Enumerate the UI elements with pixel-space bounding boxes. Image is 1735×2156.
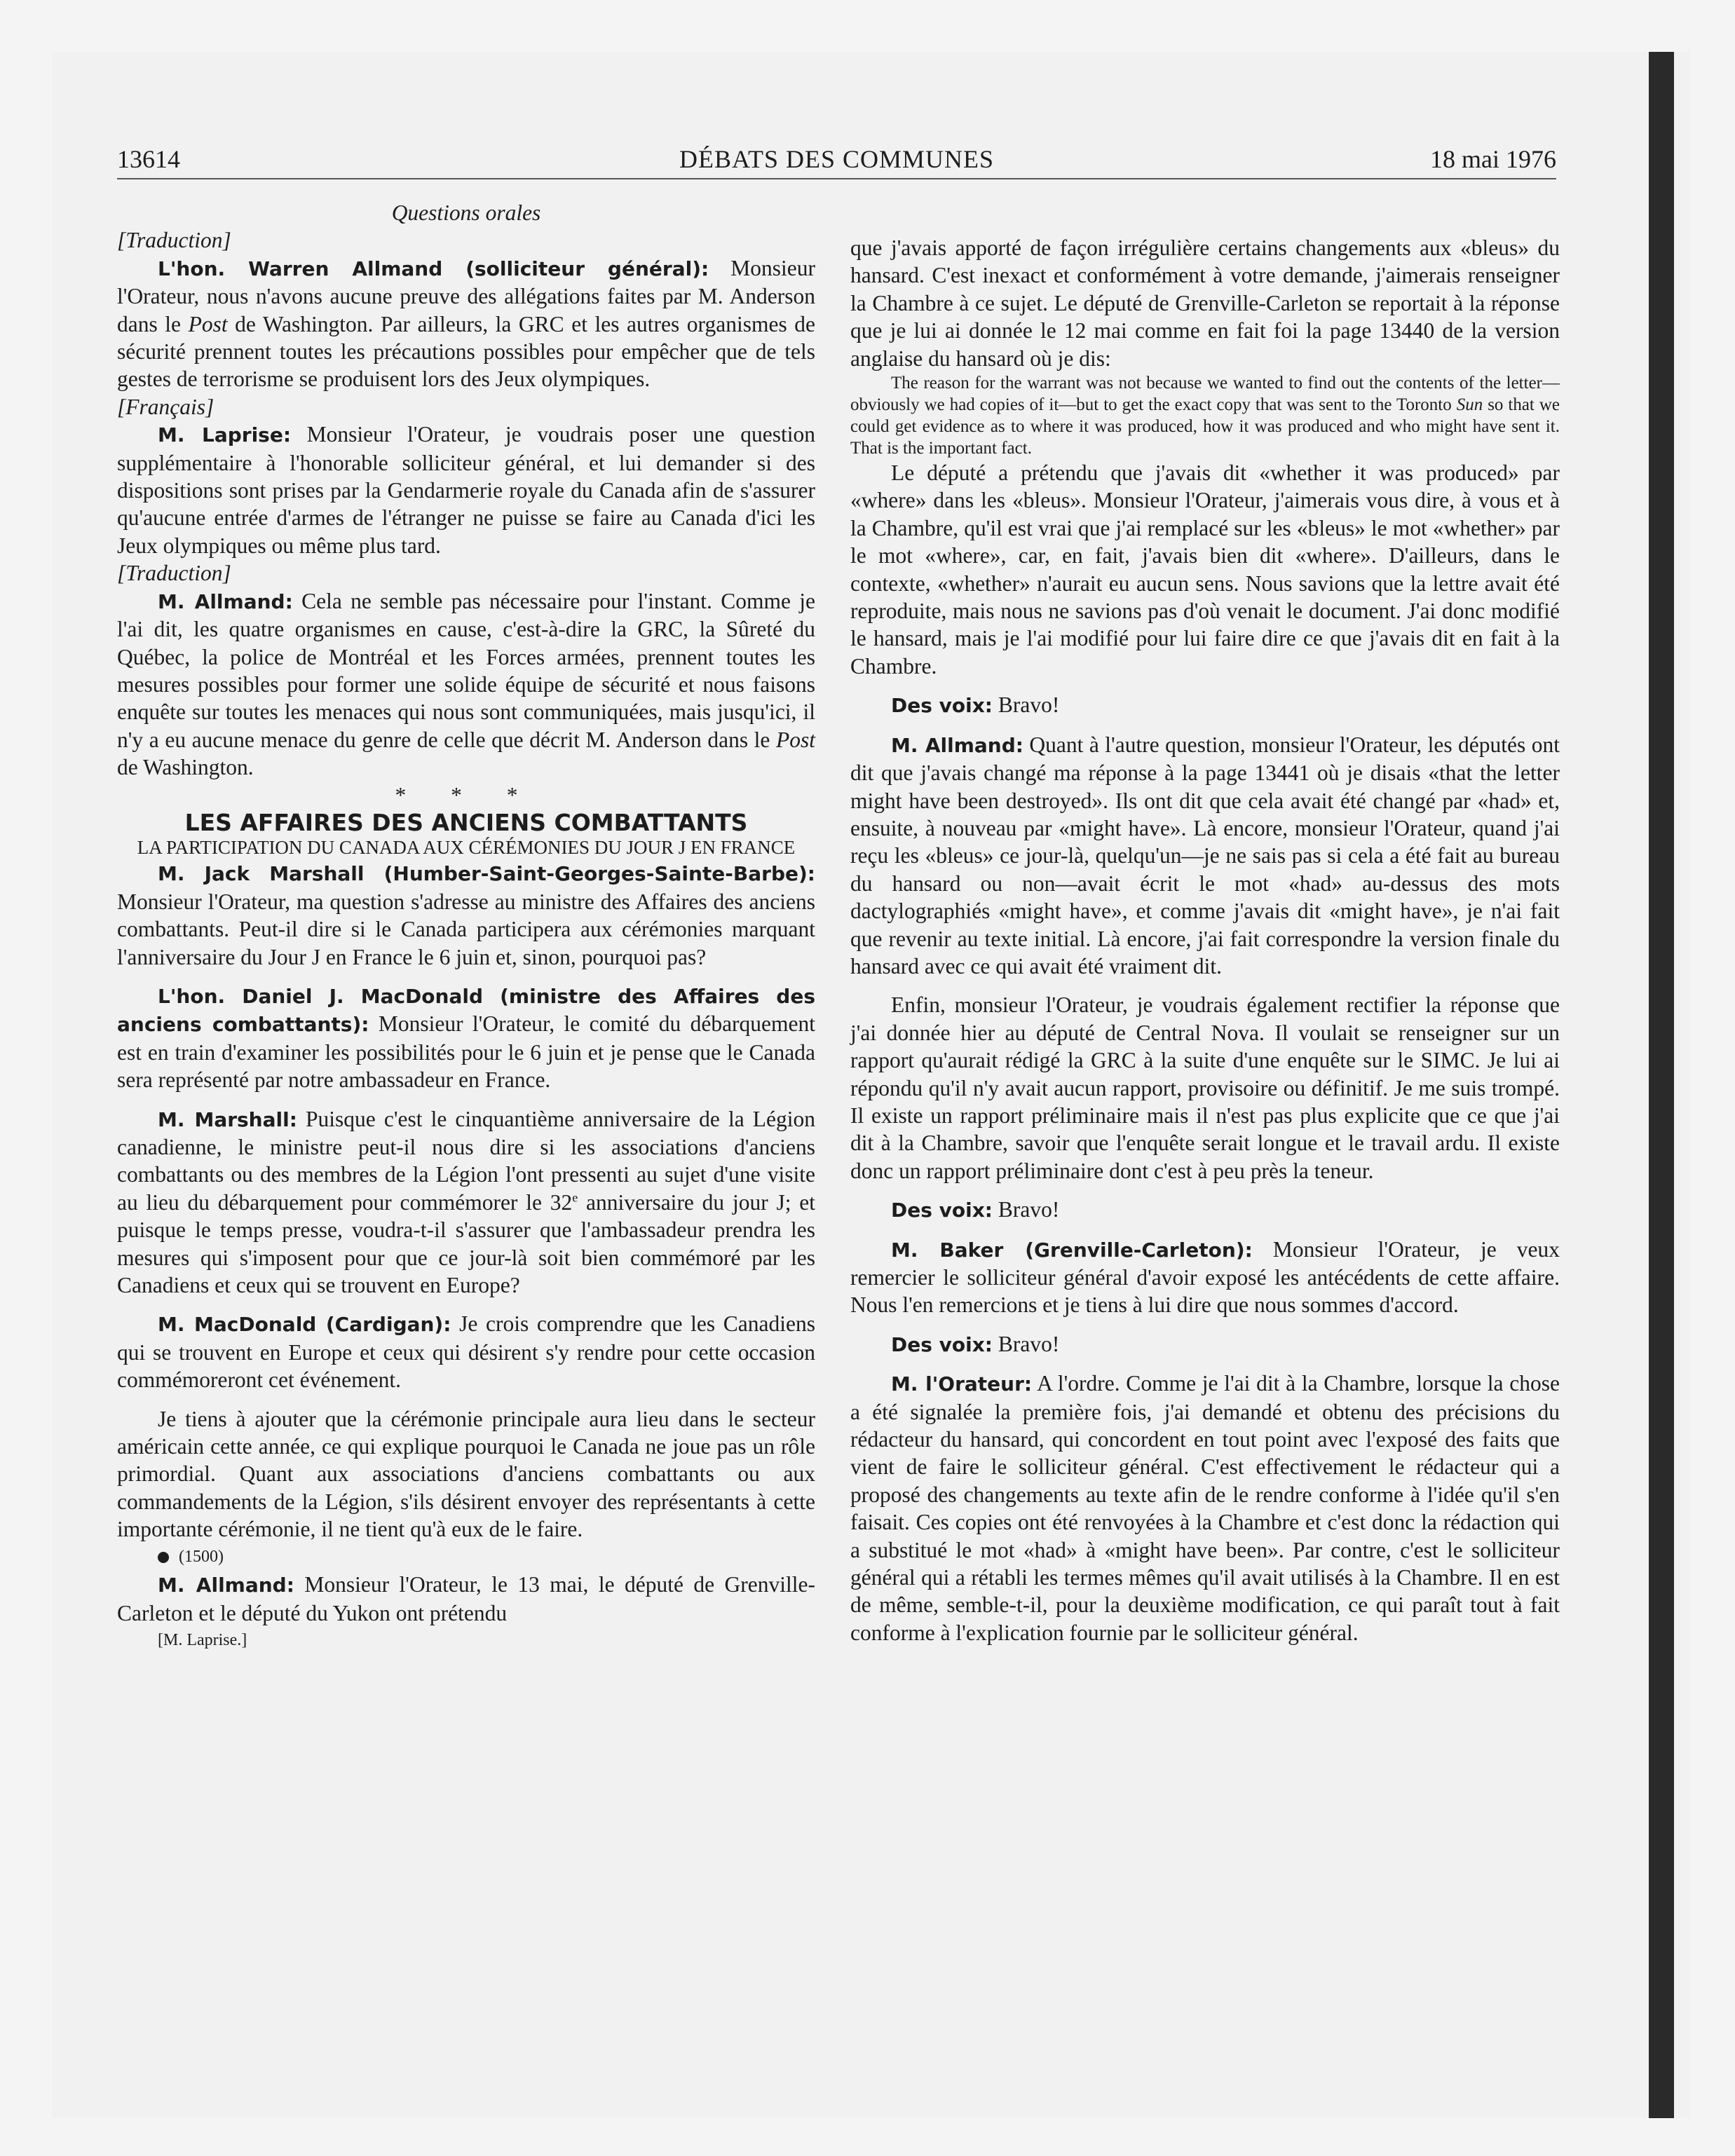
paragraph: Je tiens à ajouter que la cérémonie principale aura lieu dans le secteur américain cette année, ce qui explique pourquoi le Canada ne joue pas un rôle primordial. Quant aux associations d'anciens combattants ou aux commandements de la Légion, s'ils désirent envoyer des représentants à cette importante cérémonie, il ne tient qu'à eux de le faire. [117,1406,815,1542]
speaker-name: M. Marshall: [158,1107,297,1131]
paragraph: M. Laprise: Monsieur l'Orateur, je voudrais poser une question supplémentaire à l'honorable solliciteur général, et lui demander si des dispositions sont prises par la Gendarmerie royale du Canada afin de s'assurer qu'aucune entrée d'armes de l'étranger ne puisse se faire au Canada d'ici les Jeux olympiques ou même plus tard. [117,422,815,558]
paragraph: M. Marshall: Puisque c'est le cinquantième anniversaire de la Légion canadienne, le ministre peut-il nous dire si les associations d'anciens combattants ou des membres de la Légion l'ont pressenti au sujet d'une visite au lieu du débarquement pour commémorer le 32e anniversaire du jour J; et puisque le temps presse, voudra-t-il s'assurer que l'ambassadeur prendra les mesures qui s'imposent pour que ce jour-là soit bien commémoré par les Canadiens et ceux qui se trouvent en Europe? [117,1106,816,1298]
speaker-name: L'hon. Daniel J. MacDonald (ministre des Affaires des anciens combattants): [117,984,815,1037]
publication-title: DÉBATS DES COMMUNES [679,145,995,173]
paragraph: M. l'Orateur: A l'ordre. Comme je l'ai dit à la Chambre, lorsque la chose a été signalée la première fois, j'ai demandé et obtenu des précisions du rédacteur du hansard, qui concordent en tout point avec l'exposé des faits que vient de faire le solliciteur général. C'est effectivement le rédacteur qui a proposé des changements au texte afin de le rendre conforme à l'idée qu'il s'en faisait. Ces copies ont été renvoyées à la Chambre et c'est donc la rédaction qui a substitué le mot «had» à «might have been». Par contre, c'est le solliciteur général qui a rétabli les termes mêmes qu'il avait utilisés à la Chambre. Il en est de même, semble-t-il, pour la deuxième modification, ce qui paraît tout à fait conforme à l'explication fournie par le solliciteur général. [850,1371,1560,1645]
paragraph: Le député a prétendu que j'avais dit «whether it was produced» par «where» dans les «bleus». Monsieur l'Orateur, j'aimerais vous dire, à vous et à la Chambre, qu'il est vrai que j'ai remplacé sur les «bleus» le mot «whether» par le mot «where», car, en fait, j'avais bien dit «where». D'ailleurs, dans le contexte, «whether» n'aurait eu aucun sens. Nous savions que la lettre avait été reproduite, mais nous ne savions pas d'où venait le document. J'ai donc modifié le hansard, mais je l'ai modifié pour lui faire dire ce que j'avais dit en fait à la Chambre. [850,460,1560,678]
paragraph: M. Jack Marshall (Humber-Saint-Georges-Sainte-Barbe): Monsieur l'Orateur, ma question s'adresse au ministre des Affaires des anciens combattants. Peut-il dire si le Canada participera aux cérémonies marquant l'anniversaire du Jour J en France le 6 juin et, sinon, pourquoi pas? [117,862,815,969]
section-title: LES AFFAIRES DES ANCIENS COMBATTANTS [184,808,748,836]
page-number: 13614 [117,145,180,173]
speaker-name: M. Allmand: [158,589,293,613]
publication-date: 18 mai 1976 [1430,145,1556,173]
paragraph: M. Baker (Grenville-Carleton): Monsieur l'Orateur, je veux remercier le solliciteur général d'avoir exposé les antécédents de cette affaire. Nous l'en remercions et je tiens à lui dire que nous sommes d'accord. [850,1236,1560,1318]
paragraph: Des voix: Bravo! [891,692,1060,718]
time-marker: (1500) [117,1543,815,1571]
paragraph: Des voix: Bravo! [891,1197,1060,1222]
speaker-name: M. Baker (Grenville-Carleton): [891,1238,1253,1262]
paragraph: Enfin, monsieur l'Orateur, je voudrais également rectifier la réponse que j'ai donnée hier au député de Central Nova. Il voulait se renseigner sur un rapport qu'aurait rédigé la GRC à la suite d'une enquête sur le SIMC. Je lui ai répondu qu'il n'y avait aucun rapport, provisoire ou définitif. Je me suis trompé. Il existe un rapport préliminaire mais il n'est pas plus explicite que ce que j'ai dit à la Chambre, savoir que l'enquête serait longue et le travail ardu. Il existe donc un rapport préliminaire dont c'est à peu près la teneur. [850,992,1560,1183]
speaker-name: M. Allmand: [158,1574,294,1597]
paragraph: Des voix: Bravo! [891,1331,1060,1356]
language-marker: [Traduction] [117,228,231,253]
speaker-name: Des voix: [891,1332,993,1356]
page-header [117,144,1556,179]
language-marker: [Traduction] [117,561,231,586]
section-subtitle: LA PARTICIPATION DU CANADA AUX CÉRÉMONIES DU JOUR J EN FRANCE [137,837,796,859]
bullet-dot-icon [158,1552,169,1563]
paragraph: M. Allmand: Cela ne semble pas nécessaire pour l'instant. Comme je l'ai dit, les quatre organismes en cause, c'est-à-dire la GRC, la Sûreté du Québec, la police de Montréal et les Forces armées, prennent toutes les mesures possibles pour former une solide équipe de sécurité et nous faisons enquête sur toutes les menaces qui nous sont communiquées, mais jusqu'ici, il n'y a eu aucune menace du genre de celle que décrit M. Anderson dans le Post de Washington. [117,588,815,780]
speaker-name: M. l'Orateur: [891,1372,1033,1396]
quoted-passage: The reason for the warrant was not because we wanted to find out the contents of the letter—obviously we had copies of it—but to get the exact copy that was sent to the Toronto Sun so that we could get evidence as to where it was produced, how it was produced and who might have sent it. That is the important fact. [850,374,1560,458]
speaker-name: Des voix: [891,694,993,718]
paragraph: M. Allmand: Monsieur l'Orateur, le 13 mai, le député de Grenville-Carleton et le député du Yukon ont prétendu [117,1572,815,1625]
speaker-name: Des voix: [891,1199,993,1222]
section-label: Questions orales [391,200,541,225]
paragraph: que j'avais apporté de façon irrégulière certains changements aux «bleus» du hansard. C'est inexact et conformément à votre demande, j'aimerais renseigner la Chambre à ce sujet. Le député de Grenville-Carleton se reportait à la réponse que je lui ai donnée le 12 mai comme en fait foi la page 13440 de la version anglaise du hansard où je dis: [850,236,1560,371]
scan-edge-bar [1649,52,1674,2118]
speaker-name: M. Laprise: [158,423,292,447]
language-marker: [Français] [117,394,215,419]
speaker-name: M. Jack Marshall (Humber-Saint-Georges-Sainte-Barbe): [158,862,815,886]
paragraph: M. Allmand: Quant à l'autre question, monsieur l'Orateur, les députés ont dit que j'avais changé ma réponse à la page 13441 où je disais «that the letter might have been destroyed». Ils ont dit que cela avait été changé par «had» et, ensuite, à nouveau par «might have». Là encore, monsieur l'Orateur, quand j'ai reçu les «bleus» ce jour-là, quelqu'un—je ne sais pas si cela a été fait au bureau du hansard ou non—avait écrit le mot «had» au-dessus des mots dactylographiés «might have», et comme j'avais dit «might have», je n'ai fait que revenir au texte initial. Là encore, j'ai fait correspondre la version finale du hansard avec ce qui avait été vraiment dit. [850,732,1560,978]
speaker-name: M. MacDonald (Cardigan): [158,1313,451,1337]
paragraph: L'hon. Warren Allmand (solliciteur général): Monsieur l'Orateur, nous n'avons aucune preuve des allégations faites par M. Anderson dans le Post de Washington. Par ailleurs, la GRC et les autres organismes de sécurité prennent toutes les précautions possibles pour empêcher que de tels gestes de terrorisme se produisent lors des Jeux olympiques. [117,255,815,392]
left-column [117,199,815,1654]
section-separator: * * * [395,782,538,807]
paragraph: L'hon. Daniel J. MacDonald (ministre des Affaires des anciens combattants): Monsieur l'Orateur, le comité du débarquement est en train d'examiner les possibilités pour le 6 juin et je pense que le Canada sera représenté par notre ambassadeur en France. [117,984,816,1093]
speaker-name: L'hon. Warren Allmand (solliciteur général): [158,257,709,280]
speaker-name: M. Allmand: [891,733,1023,757]
paragraph: M. MacDonald (Cardigan): Je crois comprendre que les Canadiens qui se trouvent en Europe et ceux qui désirent s'y rendre pour cette occasion commémoreront cet événement. [117,1311,815,1393]
right-column [850,234,1560,1646]
footnote: [M. Laprise.] [158,1630,247,1649]
